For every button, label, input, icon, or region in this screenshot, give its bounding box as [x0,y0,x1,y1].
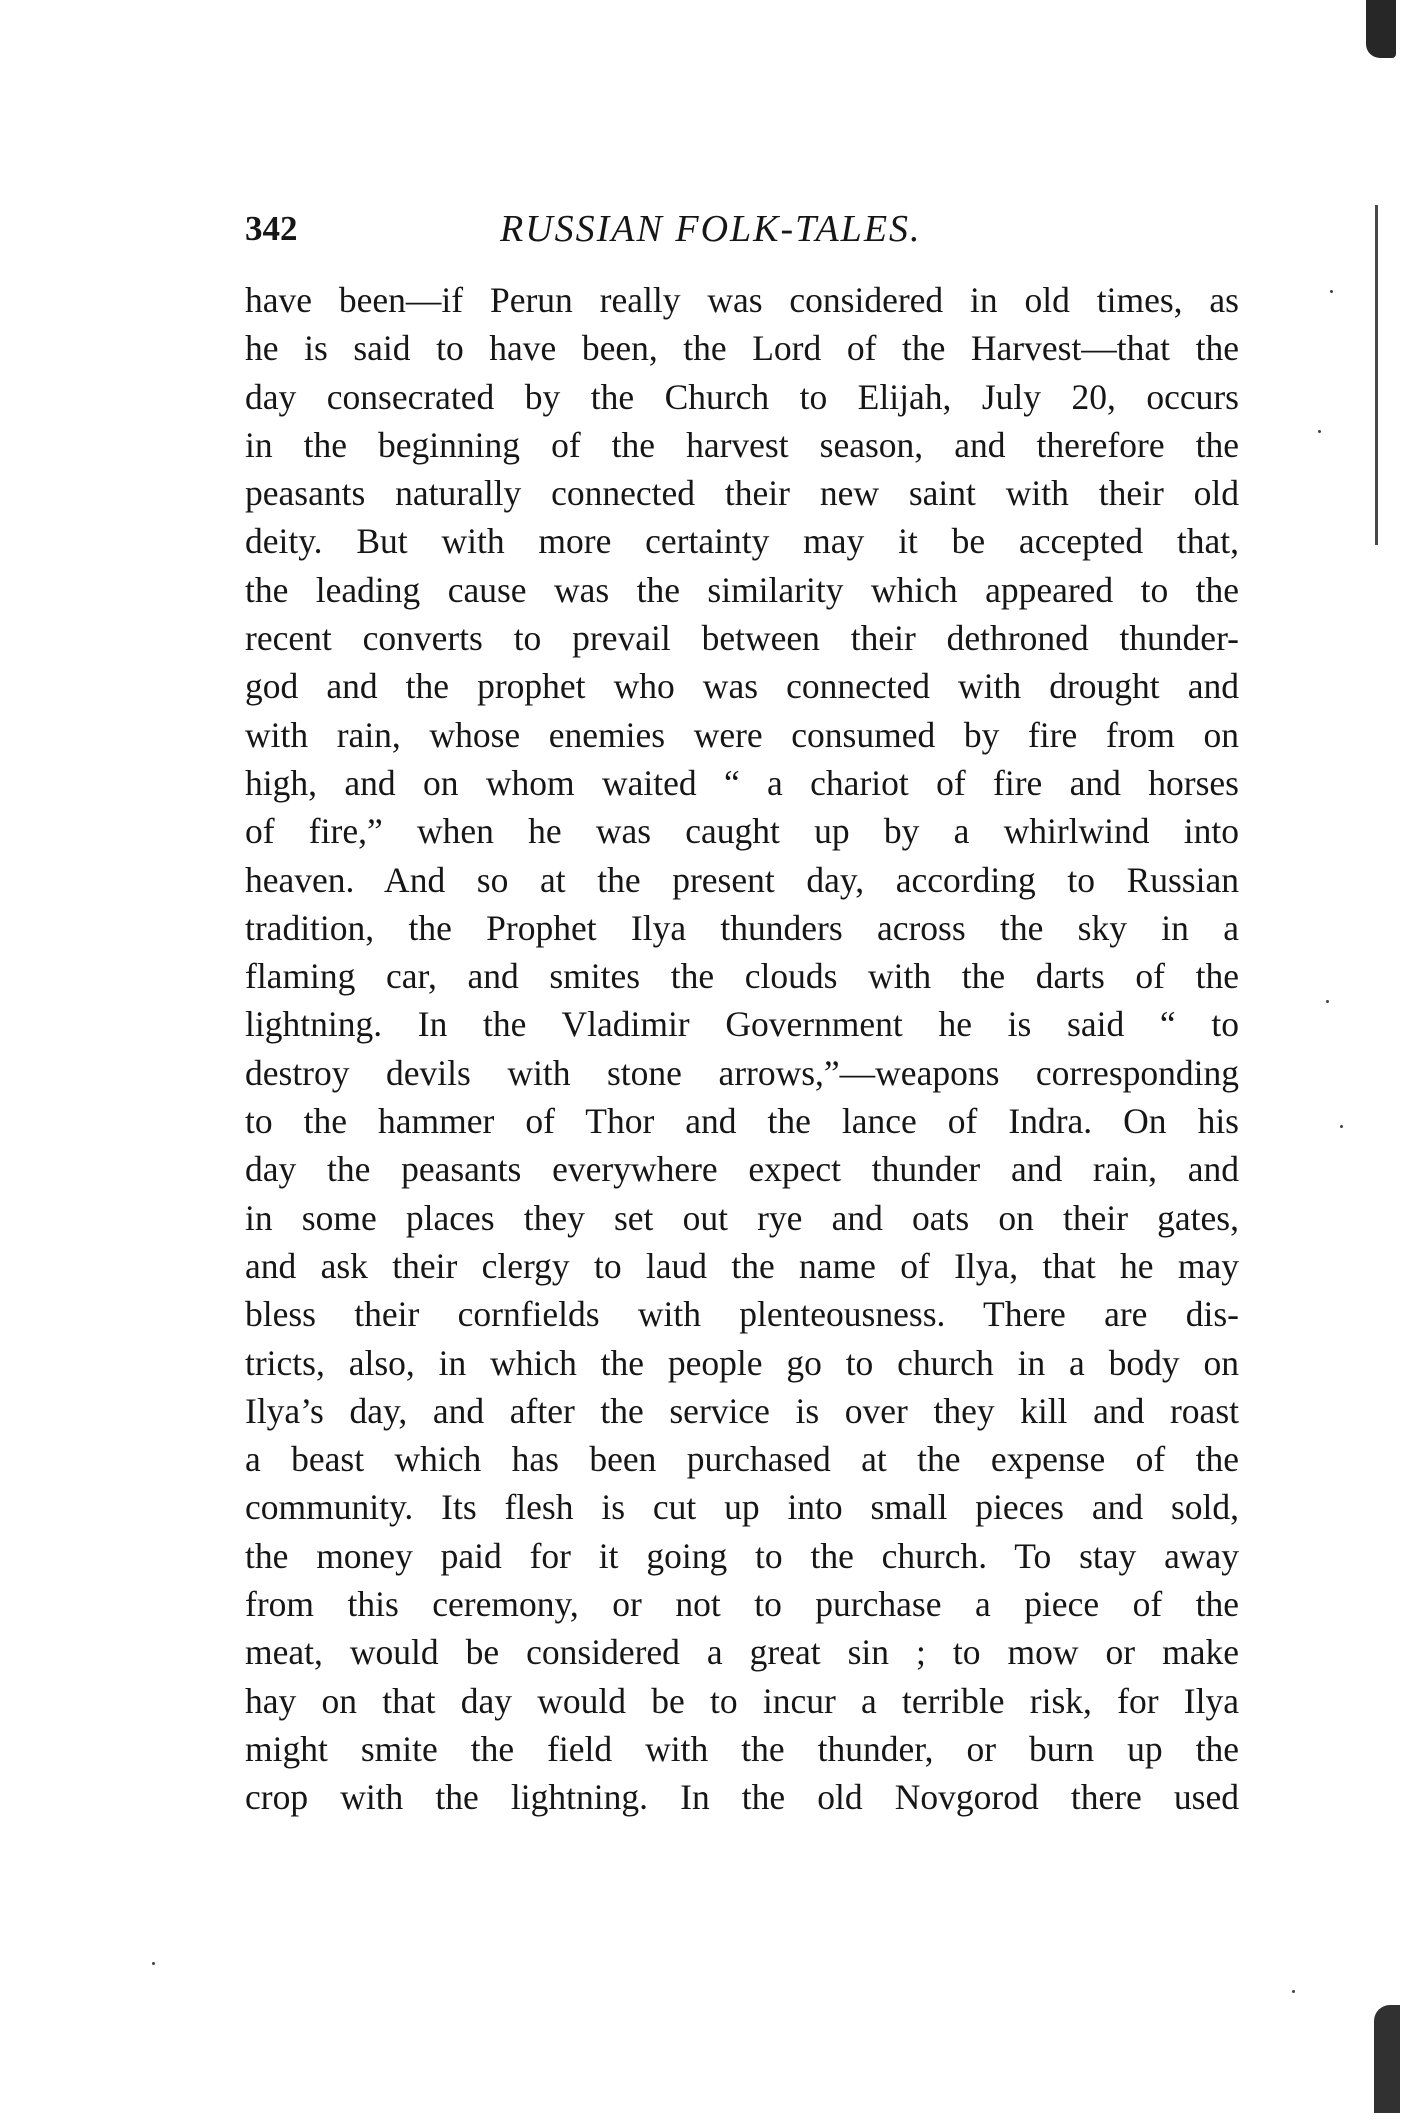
text-line: of fire,” when he was caught up by a whirlwind into [245,811,1239,852]
text-line: a beast which has been purchased at the expense of the [245,1439,1239,1480]
text-line: heaven. And so at the present day, according to Russian [245,859,1239,900]
scan-speck [1330,290,1333,293]
scan-speck [152,1962,155,1965]
text-line: in the beginning of the harvest season, and therefore the [245,424,1239,465]
scan-speck [1340,1125,1343,1128]
text-line: deity. But with more certainty may it be accepted that, [245,521,1239,562]
text-line: with rain, whose enemies were consumed by fire from on [245,714,1239,755]
text-line: community. Its flesh is cut up into small pieces and sold, [245,1487,1239,1528]
scan-speck [1292,1990,1295,1993]
text-line: hay on that day would be to incur a terrible risk, for Ilya [245,1680,1239,1721]
text-line: flaming car, and smites the clouds with the darts of the [245,956,1239,997]
scan-speck [1326,1000,1329,1003]
text-line: have been—if Perun really was considered in old times, as [245,280,1239,320]
text-line: day consecrated by the Church to Elijah, July 20, occurs [245,376,1239,417]
text-line: lightning. In the Vladimir Government he is said “ to [245,1004,1239,1045]
text-line: tradition, the Prophet Ilya thunders across the sky in a [245,907,1239,948]
text-line: crop with the lightning. In the old Novgorod there used [245,1777,1239,1818]
text-line: and ask their clergy to laud the name of Ilya, that he may [245,1245,1239,1286]
text-line: Ilya’s day, and after the service is over they kill and roast [245,1390,1239,1431]
text-line: meat, would be considered a great sin ; to mow or make [245,1632,1239,1673]
scan-edge-artifact [1366,0,1396,58]
text-line: in some places they set out rye and oats on their gates, [245,1197,1239,1238]
text-line: recent converts to prevail between their dethroned thunder- [245,618,1239,659]
scan-edge-artifact [1374,2005,1400,2113]
text-line: destroy devils with stone arrows,”—weapons corresponding [245,1052,1239,1093]
running-title: RUSSIAN FOLK-TALES. [500,208,922,250]
text-line: high, and on whom waited “ a chariot of fire and horses [245,762,1239,803]
text-line: peasants naturally connected their new saint with their old [245,473,1239,514]
text-line: the money paid for it going to the church. To stay away [245,1535,1239,1576]
text-line: to the hammer of Thor and the lance of Indra. On his [245,1101,1239,1142]
text-line: he is said to have been, the Lord of the Harvest—that the [245,328,1239,369]
text-line: from this ceremony, or not to purchase a piece of the [245,1584,1239,1625]
text-line: tricts, also, in which the people go to church in a body on [245,1342,1239,1383]
scan-edge-artifact [1375,205,1378,545]
text-line: day the peasants everywhere expect thunder and rain, and [245,1149,1239,1190]
page-number: 342 [245,209,298,248]
scan-speck [1318,430,1321,433]
text-line: the leading cause was the similarity which appeared to the [245,569,1239,610]
text-line: bless their cornfields with plenteousness. There are dis- [245,1294,1239,1335]
text-line: might smite the field with the thunder, or burn up the [245,1728,1239,1769]
page-header [245,203,1235,259]
body-text [245,276,1239,1822]
text-line: god and the prophet who was connected with drought and [245,666,1239,707]
